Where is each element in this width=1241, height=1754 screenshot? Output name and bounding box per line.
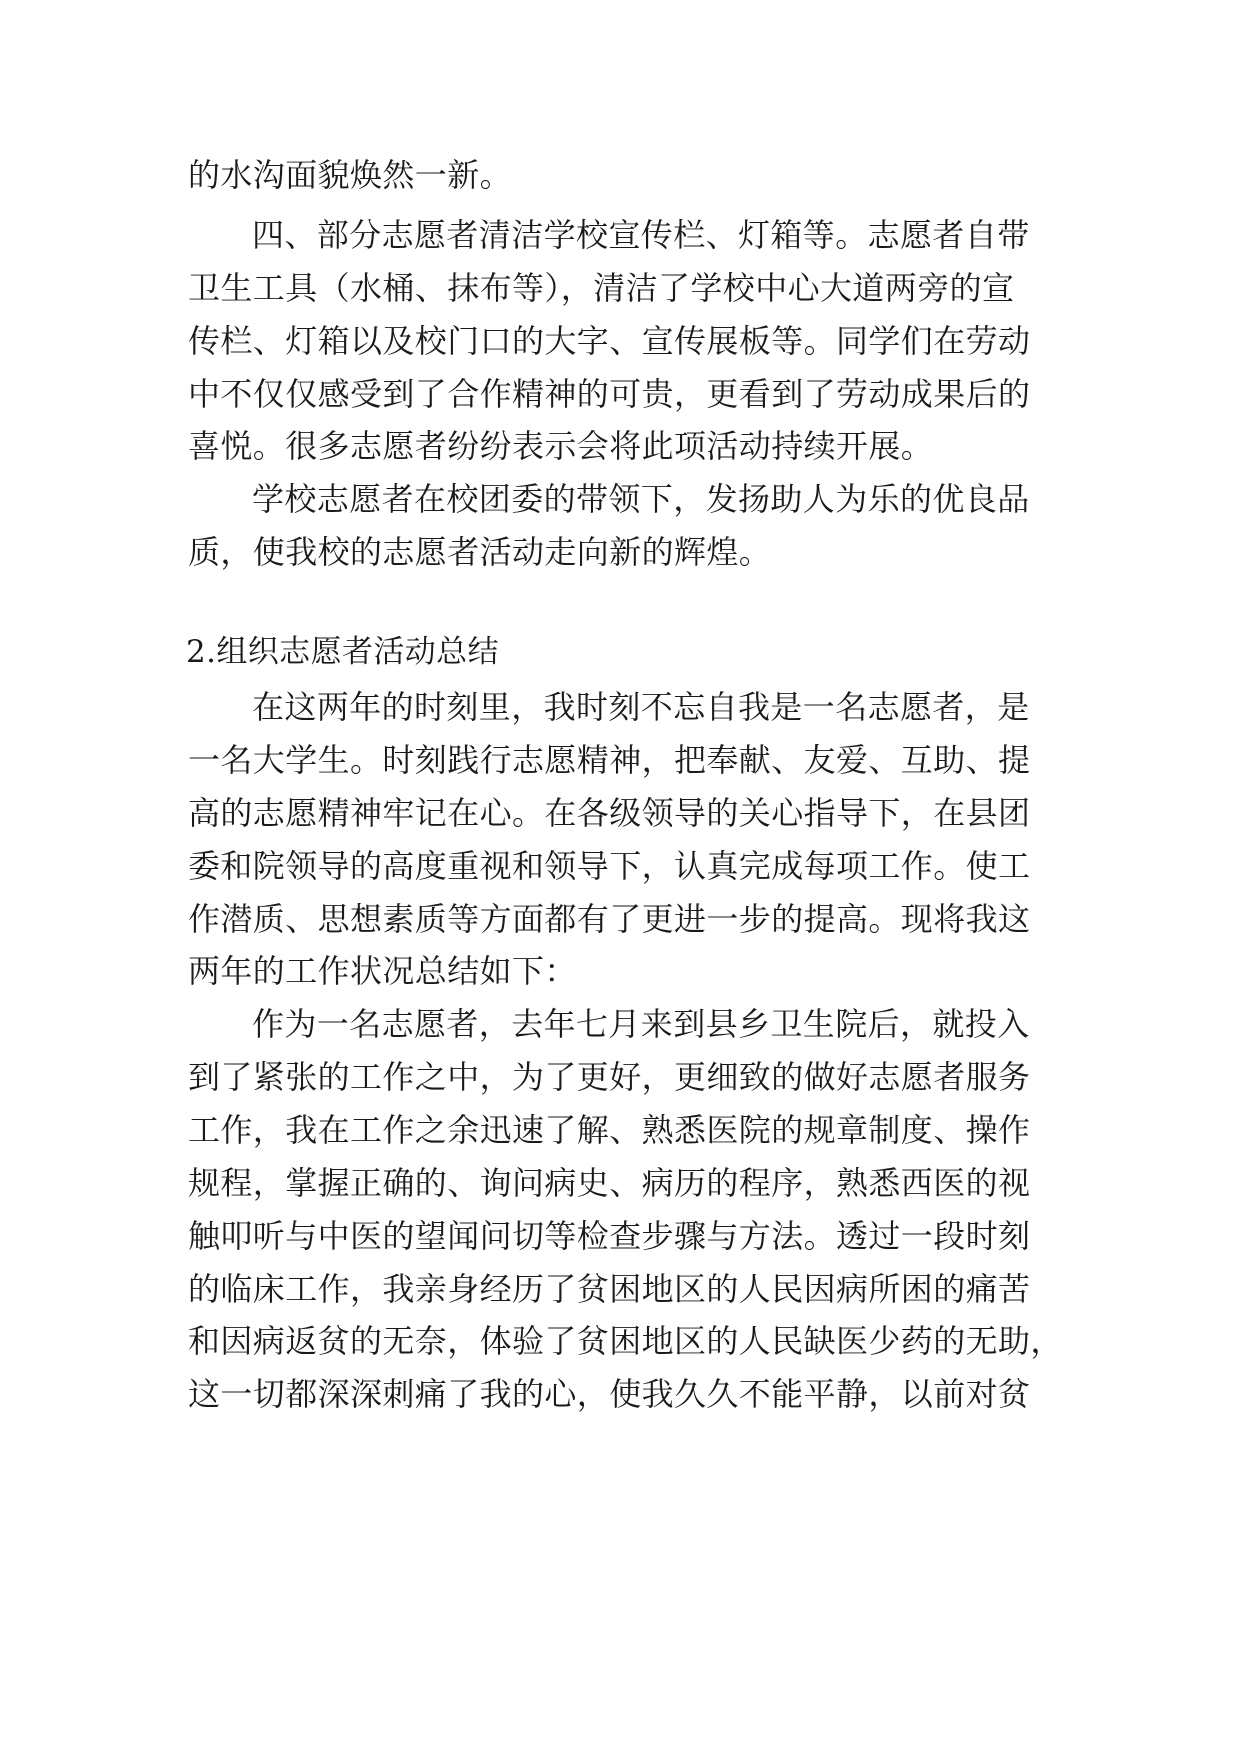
paragraph-line: 规程，掌握正确的、询问病史、病历的程序，熟悉西医的视 [188, 1164, 1031, 1202]
section-heading: 2.组织志愿者活动总结 [186, 634, 499, 670]
paragraph-line: 工作，我在工作之余迅速了解、熟悉医院的规章制度、操作 [188, 1111, 1031, 1149]
paragraph-line: 触叩听与中医的望闻问切等检查步骤与方法。透过一段时刻 [188, 1217, 1031, 1255]
paragraph-line: 到了紧张的工作之中，为了更好，更细致的做好志愿者服务 [188, 1058, 1031, 1096]
paragraph-line: 的水沟面貌焕然一新。 [188, 156, 513, 194]
paragraph-line: 作潜质、思想素质等方面都有了更进一步的提高。现将我这 [188, 900, 1031, 938]
paragraph-line: 两年的工作状况总结如下： [188, 952, 577, 990]
paragraph-line: 学校志愿者在校团委的带领下，发扬助人为乐的优良品 [252, 480, 1030, 518]
paragraph-line: 质，使我校的志愿者活动走向新的辉煌。 [188, 533, 772, 571]
paragraph-line: 高的志愿精神牢记在心。在各级领导的关心指导下，在县团 [188, 794, 1031, 832]
paragraph-line: 卫生工具（水桶、抹布等），清洁了学校中心大道两旁的宣 [188, 269, 1015, 307]
paragraph-line: 喜悦。很多志愿者纷纷表示会将此项活动持续开展。 [188, 427, 934, 465]
paragraph-line: 一名大学生。时刻践行志愿精神，把奉献、友爱、互助、提 [188, 741, 1031, 779]
paragraph-line: 传栏、灯箱以及校门口的大字、宣传展板等。同学们在劳动 [188, 322, 1031, 360]
paragraph-line: 作为一名志愿者，去年七月来到县乡卫生院后，就投入 [252, 1005, 1030, 1043]
paragraph-line: 中不仅仅感受到了合作精神的可贵，更看到了劳动成果后的 [188, 375, 1031, 413]
paragraph-line: 四、部分志愿者清洁学校宣传栏、灯箱等。志愿者自带 [252, 216, 1030, 254]
paragraph-line: 的临床工作，我亲身经历了贫困地区的人民因病所困的痛苦 [188, 1270, 1031, 1308]
paragraph-line: 和因病返贫的无奈，体验了贫困地区的人民缺医少药的无助， [188, 1322, 1063, 1360]
paragraph-line: 在这两年的时刻里，我时刻不忘自我是一名志愿者，是 [252, 688, 1030, 726]
paragraph-line: 这一切都深深刺痛了我的心，使我久久不能平静，以前对贫 [188, 1375, 1031, 1413]
paragraph-line: 委和院领导的高度重视和领导下，认真完成每项工作。使工 [188, 847, 1031, 885]
